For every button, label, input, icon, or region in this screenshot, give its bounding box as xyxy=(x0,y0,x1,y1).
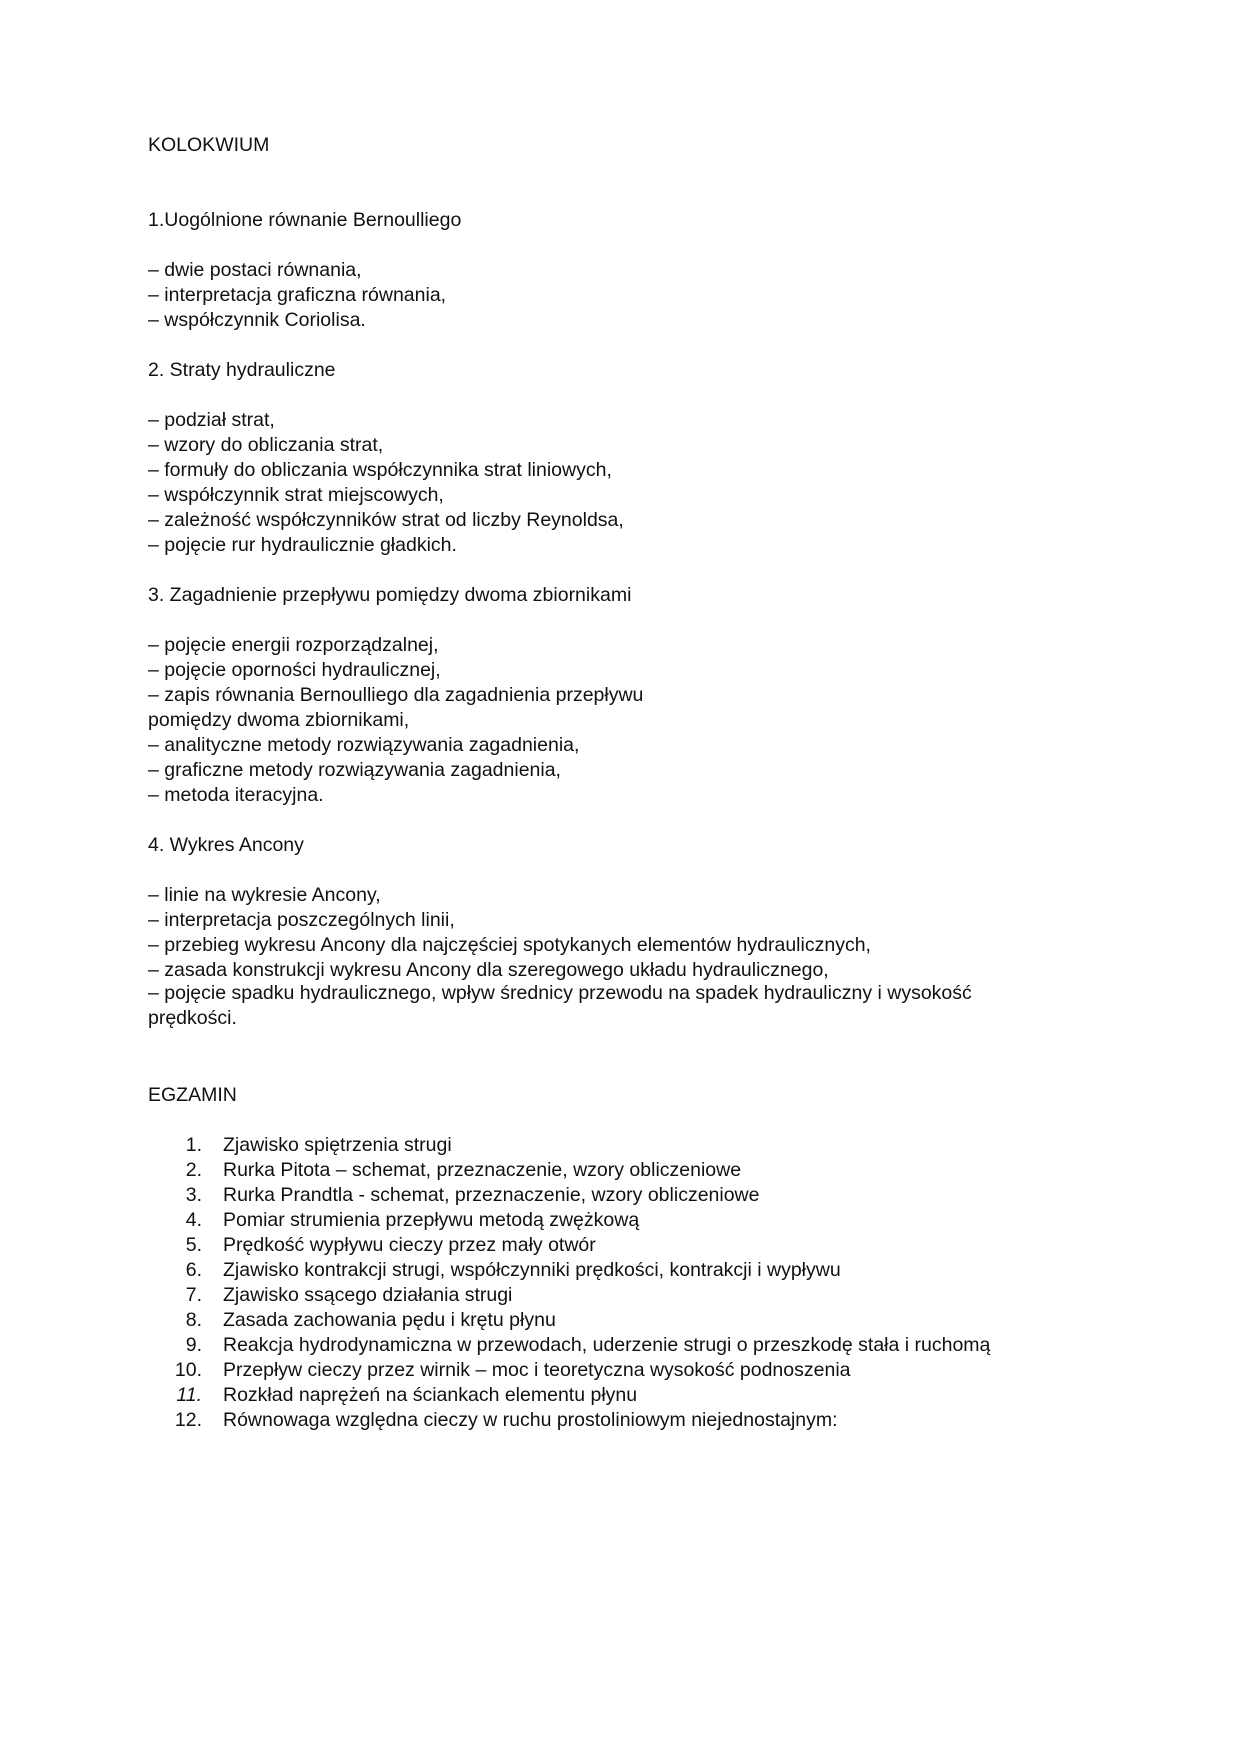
list-number: 8. xyxy=(185,1309,202,1331)
list-item: – pojęcie oporności hydraulicznej, xyxy=(148,659,441,681)
list-item: – zasada konstrukcji wykresu Ancony dla szeregowego układu hydraulicznego, xyxy=(148,959,829,981)
list-item: Zjawisko kontrakcji strugi, współczynniki prędkości, kontrakcji i wypływu xyxy=(223,1259,841,1281)
list-item: – zapis równania Bernoulliego dla zagadnienia przepływu xyxy=(148,684,644,706)
list-number: 4. xyxy=(185,1209,202,1231)
list-item: – pojęcie rur hydraulicznie gładkich. xyxy=(148,534,457,556)
list-number: 11. xyxy=(176,1384,202,1406)
list-number: 7. xyxy=(185,1284,202,1306)
list-item: – dwie postaci równania, xyxy=(148,259,362,281)
list-item: – interpretacja graficzna równania, xyxy=(148,284,447,306)
list-item: – pojęcie spadku hydraulicznego, wpływ średnicy przewodu na spadek hydrauliczny i wysokość prędkości. xyxy=(148,982,972,1029)
list-item: – metoda iteracyjna. xyxy=(148,784,324,806)
section-2-heading: 2. Straty hydrauliczne xyxy=(148,359,336,381)
list-item: Przepływ cieczy przez wirnik – moc i teoretyczna wysokość podnoszenia xyxy=(223,1359,851,1381)
list-item: – współczynnik Coriolisa. xyxy=(148,309,366,331)
section-4-heading: 4. Wykres Ancony xyxy=(148,834,304,856)
list-number: 2. xyxy=(185,1159,202,1181)
list-number: 9. xyxy=(185,1334,202,1356)
list-number: 6. xyxy=(185,1259,202,1281)
list-item: Reakcja hydrodynamiczna w przewodach, uderzenie strugi o przeszkodę stała i ruchomą xyxy=(223,1334,991,1356)
list-item: – współczynnik strat miejscowych, xyxy=(148,484,444,506)
list-item: – pojęcie energii rozporządzalnej, xyxy=(148,634,439,656)
list-item: Prędkość wypływu cieczy przez mały otwór xyxy=(223,1234,596,1256)
list-item: – interpretacja poszczególnych linii, xyxy=(148,909,455,931)
list-item: Zasada zachowania pędu i krętu płynu xyxy=(223,1309,556,1331)
list-number: 12. xyxy=(174,1409,202,1431)
list-item: Równowaga względna cieczy w ruchu prostoliniowym niejednostajnym: xyxy=(223,1409,838,1431)
list-number: 10. xyxy=(174,1359,202,1381)
list-item: – analityczne metody rozwiązywania zagadnienia, xyxy=(148,734,580,756)
list-item: Rurka Pitota – schemat, przeznaczenie, wzory obliczeniowe xyxy=(223,1159,742,1181)
kolokwium-title: KOLOKWIUM xyxy=(148,134,270,156)
list-item: Zjawisko spiętrzenia strugi xyxy=(223,1134,452,1156)
list-number: 5. xyxy=(185,1234,202,1256)
section-3-heading: 3. Zagadnienie przepływu pomiędzy dwoma zbiornikami xyxy=(148,584,632,606)
list-item: Rozkład naprężeń na ściankach elementu płynu xyxy=(223,1384,638,1406)
list-item: Rurka Prandtla - schemat, przeznaczenie, wzory obliczeniowe xyxy=(223,1184,760,1206)
list-item-continuation: pomiędzy dwoma zbiornikami, xyxy=(148,709,410,731)
section-1-heading: 1.Uogólnione równanie Bernoulliego xyxy=(148,209,462,231)
list-item: – graficzne metody rozwiązywania zagadnienia, xyxy=(148,759,561,781)
list-number: 3. xyxy=(185,1184,202,1206)
egzamin-title: EGZAMIN xyxy=(148,1084,237,1106)
list-item: – podział strat, xyxy=(148,409,275,431)
list-item: – wzory do obliczania strat, xyxy=(148,434,384,456)
list-number: 1. xyxy=(185,1134,202,1156)
list-item: Zjawisko ssącego działania strugi xyxy=(223,1284,513,1306)
list-item: – formuły do obliczania współczynnika strat liniowych, xyxy=(148,459,612,481)
list-item: Pomiar strumienia przepływu metodą zwężkową xyxy=(223,1209,640,1231)
list-item: – przebieg wykresu Ancony dla najczęściej spotykanych elementów hydraulicznych, xyxy=(148,934,871,956)
list-item: – linie na wykresie Ancony, xyxy=(148,884,381,906)
list-item: – zależność współczynników strat od liczby Reynoldsa, xyxy=(148,509,624,531)
